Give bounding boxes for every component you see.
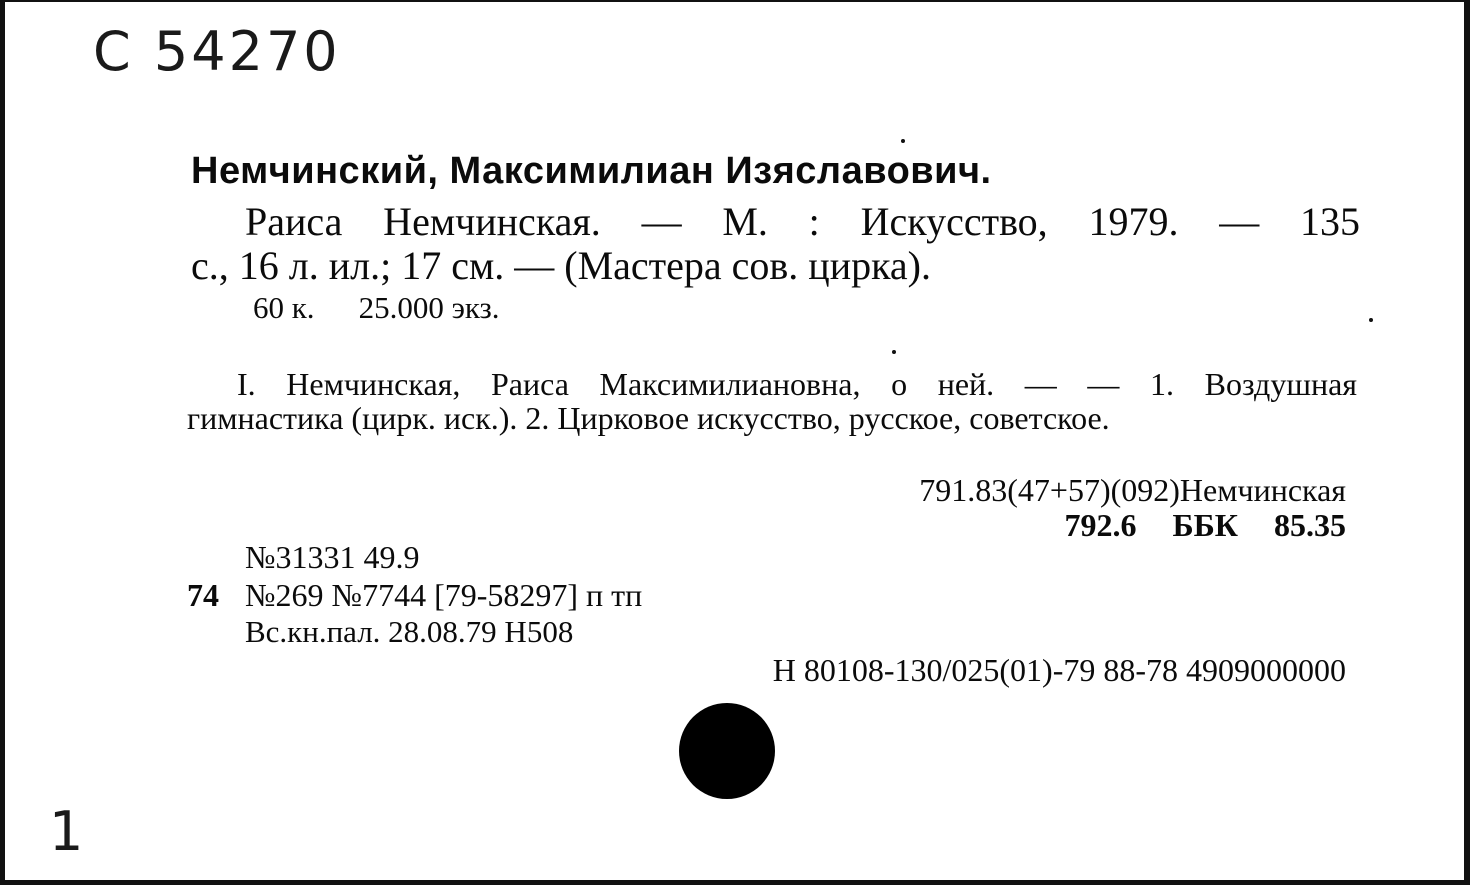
bbk-classification-row bbox=[1064, 507, 1346, 544]
ink-speck bbox=[1369, 318, 1373, 322]
bbk-code: 85.35 bbox=[1274, 507, 1346, 543]
print-run: 25.000 экз. bbox=[358, 290, 500, 325]
book-chamber-line: Вс.кн.пал. 28.08.79 Н508 bbox=[245, 614, 574, 649]
bbk-label: ББК bbox=[1172, 507, 1238, 543]
order-line: №269 №7744 [79-58297] п тп bbox=[245, 577, 643, 613]
order-prefix: 74 bbox=[187, 577, 219, 613]
ink-speck bbox=[901, 139, 905, 143]
punch-hole bbox=[679, 703, 775, 799]
subjects-line-2: гимнастика (цирк. иск.). 2. Цирковое искусство, русское, советское. bbox=[187, 400, 1110, 436]
subjects-line-1: I. Немчинская, Раиса Максимилиановна, о ней. — — 1. Воздушная bbox=[237, 366, 1357, 402]
ink-speck bbox=[892, 350, 896, 354]
bbk-udc-code: 792.6 bbox=[1064, 507, 1137, 543]
price: 60 к. bbox=[253, 290, 315, 325]
udc-classification: 791.83(47+57)(092)Немчинская bbox=[919, 472, 1346, 508]
card-sequence-mark: 1 bbox=[49, 800, 84, 863]
price-row bbox=[253, 290, 500, 326]
title-line-2: с., 16 л. ил.; 17 см. — (Мастера сов. цирка). bbox=[191, 243, 931, 288]
call-number: С 54270 bbox=[93, 20, 341, 83]
order-line-row bbox=[187, 577, 642, 614]
index-number-line: Н 80108-130/025(01)-79 88-78 4909000000 bbox=[772, 652, 1346, 688]
catalog-number-line: №31331 49.9 bbox=[245, 539, 420, 575]
title-line-1: Раиса Немчинская. — М. : Искусство, 1979. — 135 bbox=[245, 199, 1360, 244]
author-heading: Немчинский, Максимилиан Изяславович. bbox=[191, 150, 992, 192]
